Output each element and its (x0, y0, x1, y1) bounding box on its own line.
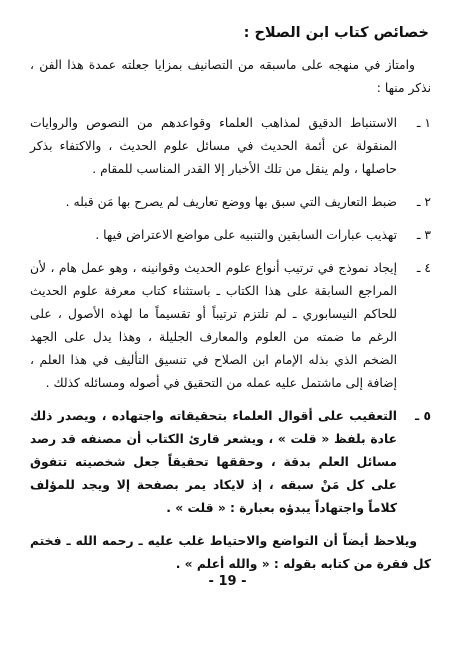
list-item-text: تهذيب عبارات السابقين والتنبيه على مواضع الاعتراض فيها . (95, 228, 397, 242)
list-item-3 (30, 224, 431, 247)
list-item-number: ٤ ـ (416, 261, 431, 275)
list-item-text: إيجاد نموذج في ترتيب أنواع علوم الحديث وقوانينه ، وهو عمل هام ، لأن المراجع السابقة على هذا الكتاب ـ باستثناء كتاب معرفة علوم الحديث للحاكم النيسابوري ـ لم تلتزم ترتيباً أو تقسيماً ما لهذه الأصول ، على الرغم ما ضمته من العلوم والمعارف الجليلة ، وهذا يدل على الجهد الضخم الذي بذله الإمام ابن الصلاح في تنسيق التأليف في هذا العلم ، إضافة إلى ماشتمل عليه عمله من التحقيق في أصوله ومسائله كذلك . (30, 261, 397, 390)
list-item-number: ٥ ـ (415, 409, 431, 423)
list-item-2 (30, 191, 431, 214)
page-number: - 19 - (208, 574, 247, 589)
list-item-text: الاستنباط الدقيق لمذاهب العلماء وقواعدهم من النصوص والروايات المنقولة عن أئمة الحديث في مسائل علوم الحديث ، والاكتفاء بذكر حاصلها ، ولم ينقل من تلك الأخبار إلا القدر المناسب للمقام . (30, 116, 397, 176)
list-item-4 (30, 257, 431, 395)
list-item-1 (30, 112, 431, 181)
list-item-5 (30, 405, 431, 520)
list-item-number: ١ ـ (416, 116, 431, 130)
closing-paragraph: ويلاحظ أيضاً أن التواضع والاحتياط غلب عليه ـ رحمه الله ـ فختم كل فقرة من كتابه بقوله : « والله أعلم » . (30, 534, 431, 571)
intro-paragraph: وامتاز في منهجه على ماسبقه من التصانيف بمزايا جعلته عمدة هذا الفن ، نذكر منها : (30, 58, 431, 95)
list-item-text: ضبط التعاريف التي سبق بها ووضع تعاريف لم يصرح بها مَن قبله . (65, 195, 397, 209)
list-item-number: ٢ ـ (416, 195, 431, 209)
list-item-number: ٣ ـ (416, 228, 431, 242)
section-heading: خصائص كتاب ابن الصلاح : (243, 25, 429, 41)
list-item-text: التعقيب على أقوال العلماء بتحقيقاته واجتهاده ، ويصدر ذلك عادة بلفظ « قلت » ، ويشعر قارئ الكتاب أن مصنفه قد رصد مسائل العلم بدقة ، وحققها تحقيقاً جعل شخصيته تتفوق على كل مَنْ سبقه ، إذ لايكاد يمر بصفحة إلا ويجد للمؤلف كلاماً واجتهاداً يبدؤه بعبارة : « قلت » . (30, 409, 397, 515)
